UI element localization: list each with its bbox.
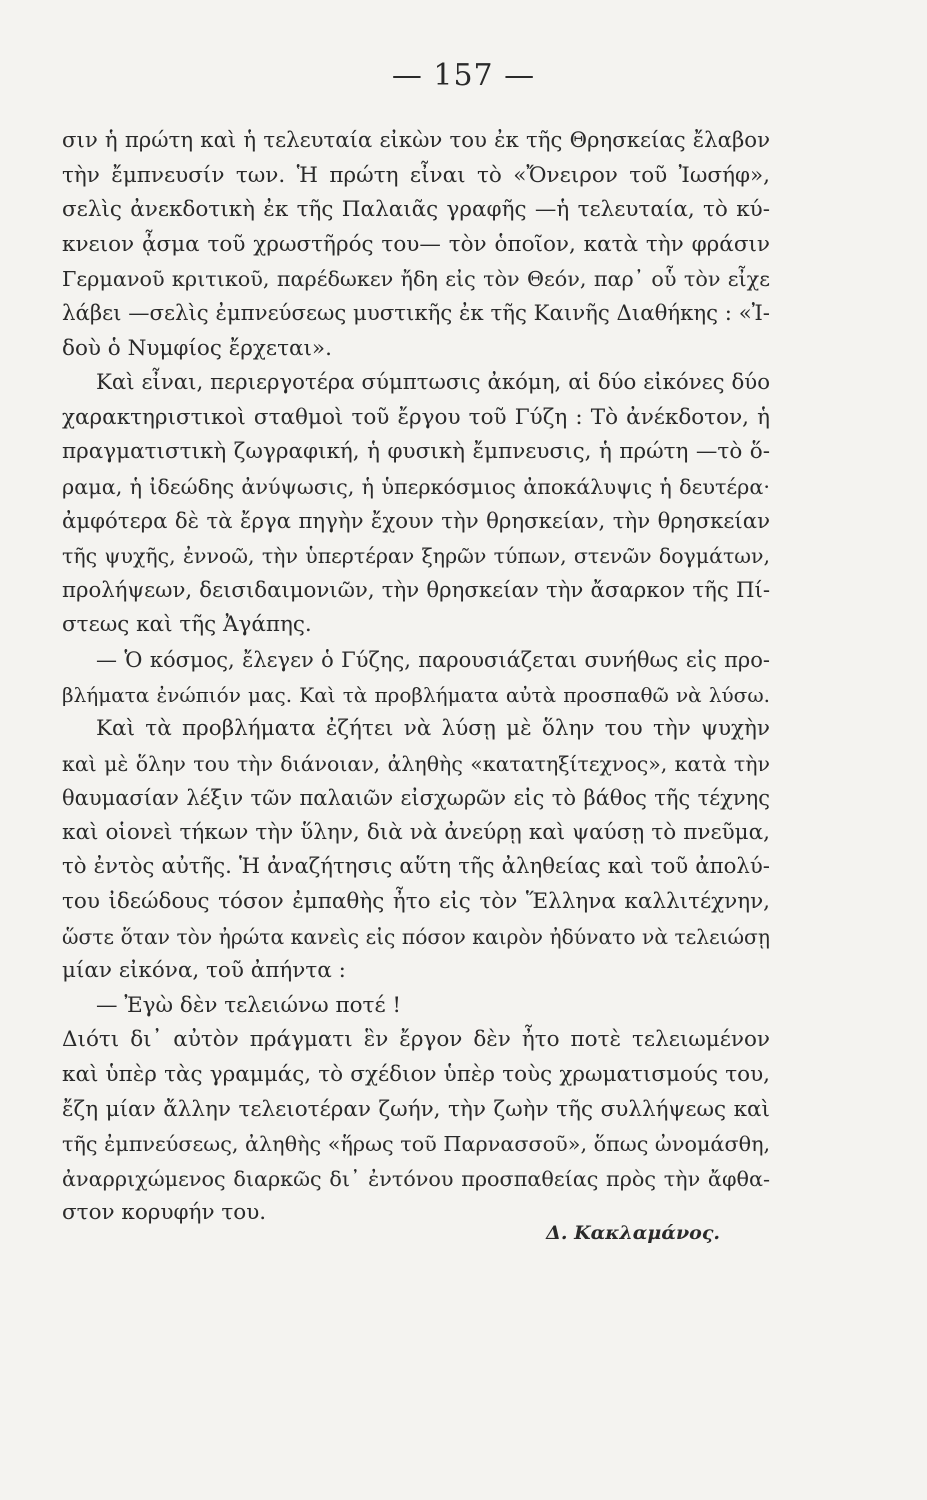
text-line: ὥστε ὅταν τὸν ἠρώτα κανεὶς εἰς πόσον καιρὸν ἠδύνατο νὰ τελειώσῃ	[62, 924, 770, 949]
text-line: δοὺ ὁ Νυμφίος ἔρχεται».	[62, 335, 332, 361]
text-line: σελὶς ἀνεκδοτικὴ ἐκ τῆς Παλαιᾶς γραφῆς —ἡ τελευταία, τὸ κύ-	[62, 197, 770, 223]
body-text	[62, 124, 770, 1231]
text-line: θαυμασίαν λέξιν τῶν παλαιῶν εἰσχωρῶν εἰς τὸ βάθος τῆς τέχνης	[62, 786, 770, 811]
text-line: χαρακτηριστικοὶ σταθμοὶ τοῦ ἔργου τοῦ Γύζη : Τὸ ἀνέκδοτον, ἡ	[62, 404, 770, 430]
text-line: καὶ οἱονεὶ τήκων τὴν ὕλην, διὰ νὰ ἀνεύρῃ καὶ ψαύσῃ τὸ πνεῦμα,	[62, 819, 770, 845]
text-line: σιν ἡ πρώτη καὶ ἡ τελευταία εἰκὼν του ἐκ τῆς Θρησκείας ἔλαβον	[62, 128, 770, 153]
text-line: καὶ μὲ ὅλην του τὴν διάνοιαν, ἀληθὴς «κατατηξίτεχνος», κατὰ τὴν	[62, 751, 770, 776]
text-line: — Ἐγὼ δὲν τελειώνω ποτέ !	[96, 992, 402, 1018]
text-line: τῆς ἐμπνεύσεως, ἀληθὴς «ἥρως τοῦ Παρνασσοῦ», ὅπως ὠνομάσθη,	[62, 1132, 771, 1157]
text-line: καὶ ὑπὲρ τὰς γραμμάς, τὸ σχέδιον ὑπὲρ τοὺς χρωματισμούς του,	[62, 1062, 770, 1088]
text-line: πραγματιστικὴ ζωγραφική, ἡ φυσικὴ ἔμπνευσις, ἡ πρώτη —τὸ ὅ-	[62, 439, 770, 465]
text-line: τὸ ἐντὸς αὐτῆς. Ἡ ἀναζήτησις αὕτη τῆς ἀληθείας καὶ τοῦ ἀπολύ-	[62, 854, 770, 880]
text-line: λάβει —σελὶς ἐμπνεύσεως μυστικῆς ἐκ τῆς Καινῆς Διαθήκης : «Ἰ-	[62, 300, 770, 326]
text-line: Διότι δι᾽ αὐτὸν πράγματι ἓν ἔργον δὲν ἦτο ποτὲ τελειωμένον	[62, 1027, 770, 1053]
text-line: — Ὁ κόσμος, ἔλεγεν ὁ Γύζης, παρουσιάζεται συνήθως εἰς προ-	[96, 647, 770, 672]
text-line: τὴν ἔμπνευσίν των. Ἡ πρώτη εἶναι τὸ «Ὄνειρον τοῦ Ἰωσήφ»,	[62, 162, 770, 188]
text-line: στον κορυφήν του.	[62, 1200, 267, 1226]
text-line: προλήψεων, δεισιδαιμονιῶν, τὴν θρησκείαν τὴν ἄσαρκον τῆς Πί-	[62, 577, 770, 603]
text-line: κνειον ᾆσμα τοῦ χρωστῆρός του— τὸν ὁποῖον, κατὰ τὴν φράσιν	[62, 231, 770, 257]
text-line: ἀναρριχώμενος διαρκῶς δι᾽ ἐντόνου προσπαθείας πρὸς τὴν ἄφθα-	[62, 1166, 770, 1191]
page-number: — 157 —	[391, 58, 536, 93]
text-line: τῆς ψυχῆς, ἐννοῶ, τὴν ὑπερτέραν ξηρῶν τύπων, στενῶν δογμάτων,	[62, 544, 770, 569]
text-line: ραμα, ἡ ἰδεώδης ἀνύψωσις, ἡ ὑπερκόσμιος ἀποκάλυψις ἡ δευτέρα·	[62, 474, 770, 499]
text-line: ἔζη μίαν ἄλλην τελειοτέραν ζωήν, τὴν ζωὴν τῆς συλλήψεως καὶ	[62, 1096, 770, 1122]
text-line: Καὶ εἶναι, περιεργοτέρα σύμπτωσις ἀκόμη, αἱ δύο εἰκόνες δύο	[96, 370, 770, 396]
text-line: στεως καὶ τῆς Ἀγάπης.	[62, 612, 312, 638]
text-line: Καὶ τὰ προβλήματα ἐζήτει νὰ λύσῃ μὲ ὅλην του τὴν ψυχὴν	[96, 716, 770, 742]
text-line: ἀμφότερα δὲ τὰ ἔργα πηγὴν ἔχουν τὴν θρησκείαν, τὴν θρησκείαν	[62, 508, 770, 534]
text-line: του ἰδεώδους τόσον ἐμπαθὴς ἦτο εἰς τὸν Ἕλληνα καλλιτέχνην,	[62, 889, 770, 915]
text-line: βλήματα ἐνώπιόν μας. Καὶ τὰ προβλήματα αὐτὰ προσπαθῶ νὰ λύσω.	[62, 682, 770, 707]
author-signature: Δ. Κακλαμάνος.	[546, 1222, 720, 1244]
text-line: Γερμανοῦ κριτικοῦ, παρέδωκεν ἤδη εἰς τὸν Θεόν, παρ᾽ οὗ τὸν εἶχε	[62, 267, 770, 292]
text-line: μίαν εἰκόνα, τοῦ ἀπήντα :	[62, 958, 346, 984]
